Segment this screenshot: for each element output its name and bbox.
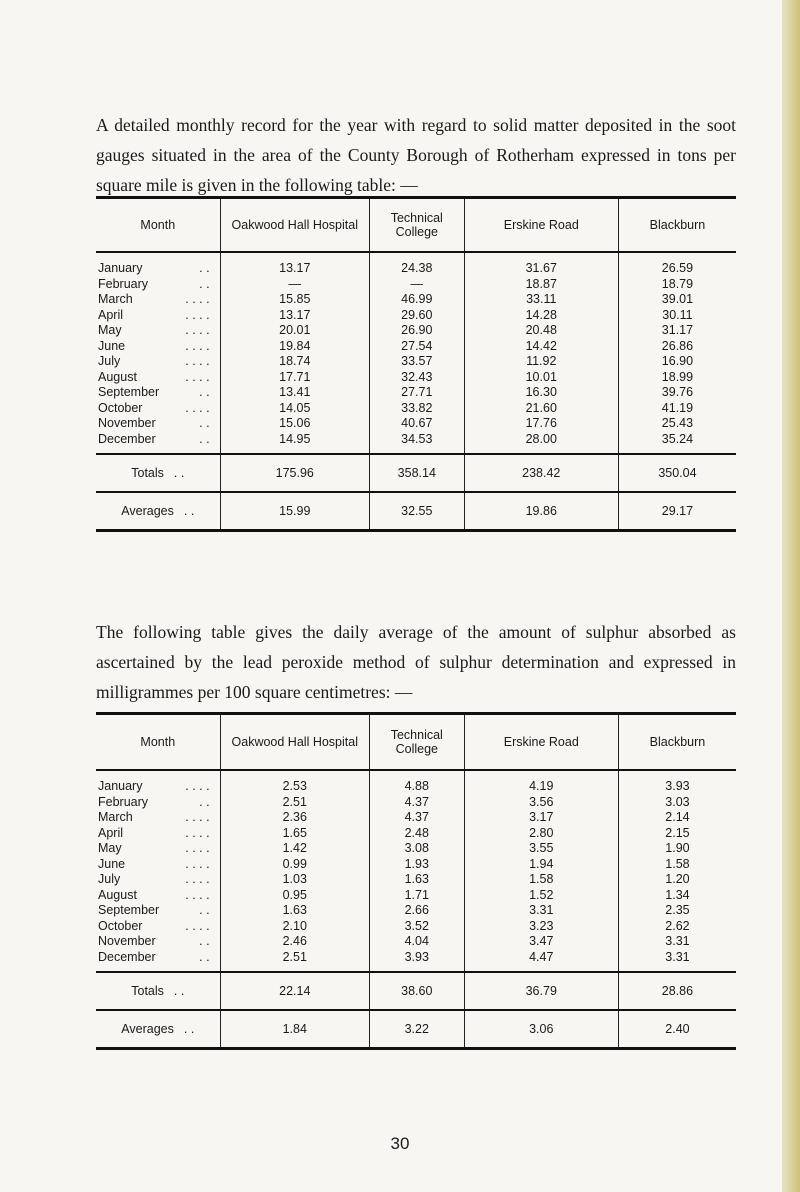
oakwood-value: 2.10 [220, 919, 369, 935]
table-row [96, 416, 736, 432]
technical-value: 3.93 [369, 950, 464, 973]
leader-dots: . . [199, 431, 210, 446]
month-cell [96, 795, 220, 811]
month-cell [96, 826, 220, 842]
blackburn-value: 39.76 [661, 385, 694, 399]
blackburn-value: 2.35 [665, 903, 690, 917]
soot-deposit-table [96, 196, 736, 532]
oakwood-value: 15.85 [220, 292, 369, 308]
leader-dots: . . [199, 276, 210, 291]
header-blackburn: Blackburn [618, 198, 736, 253]
month-label: August [98, 887, 137, 902]
blackburn-value: 1.90 [665, 841, 690, 855]
erskine-value: 3.17 [464, 810, 618, 826]
table-row [96, 841, 736, 857]
erskine-value: 18.87 [464, 277, 618, 293]
header-technical: Technical College [369, 198, 464, 253]
table-header-row [96, 714, 736, 771]
table-row [96, 339, 736, 355]
month-label: September [98, 903, 160, 917]
technical-value: 2.48 [369, 826, 464, 842]
leader-dots: . . [199, 949, 210, 964]
month-cell [96, 432, 220, 455]
leader-dots: . . . . [185, 779, 210, 793]
month-cell [96, 857, 220, 873]
technical-value: 1.63 [369, 872, 464, 888]
erskine-value: 14.28 [464, 308, 618, 324]
table-row [96, 308, 736, 324]
month-label: June [98, 856, 126, 871]
oakwood-value: 1.63 [220, 903, 369, 919]
totals-label: Totals [131, 984, 164, 998]
month-cell [96, 401, 220, 417]
blackburn-value: 2.14 [665, 810, 690, 824]
month-cell [96, 277, 220, 293]
average-blackburn: 2.40 [618, 1010, 736, 1049]
oakwood-value: 18.74 [220, 354, 369, 370]
average-erskine: 3.06 [464, 1010, 618, 1049]
leader-dots: . . . . [185, 856, 210, 871]
leader-dots: . . [173, 466, 185, 480]
blackburn-value: 30.11 [662, 307, 693, 322]
month-label: October [98, 400, 143, 415]
leader-dots: . . [183, 1022, 195, 1036]
table-row [96, 795, 736, 811]
header-month: Month [96, 198, 220, 253]
header-oakwood: Oakwood Hall Hospital [220, 198, 369, 253]
page-number: 30 [390, 1134, 410, 1153]
month-cell [96, 919, 220, 935]
leader-dots: . . . . [185, 307, 210, 322]
month-label: March [98, 292, 133, 306]
leader-dots: . . . . [185, 810, 210, 824]
technical-value: 3.08 [369, 841, 464, 857]
oakwood-value: 15.06 [220, 416, 369, 432]
erskine-value: 33.11 [464, 292, 618, 308]
erskine-value: 1.58 [464, 872, 618, 888]
month-cell [96, 903, 220, 919]
leader-dots: . . . . [185, 841, 210, 855]
month-cell [96, 841, 220, 857]
erskine-value: 28.00 [464, 432, 618, 455]
blackburn-value: 3.31 [665, 949, 690, 964]
averages-row [96, 492, 736, 531]
leader-dots: . . [199, 903, 210, 917]
month-cell [96, 252, 220, 277]
header-erskine: Erskine Road [464, 714, 618, 771]
total-oakwood: 175.96 [220, 454, 369, 492]
oakwood-value: 13.17 [220, 308, 369, 324]
total-technical: 358.14 [369, 454, 464, 492]
averages-label: Averages [121, 504, 174, 518]
erskine-value: 2.80 [464, 826, 618, 842]
page-edge-shadow [782, 0, 800, 1192]
table-row [96, 323, 736, 339]
month-label: August [98, 369, 137, 384]
blackburn-value: 2.15 [665, 825, 690, 840]
month-label: June [98, 338, 126, 353]
erskine-value: 31.67 [464, 252, 618, 277]
month-label: May [98, 323, 122, 337]
technical-value: 26.90 [369, 323, 464, 339]
leader-dots: . . . . [185, 323, 210, 337]
table-row [96, 354, 736, 370]
oakwood-value: 0.99 [220, 857, 369, 873]
average-oakwood: 1.84 [220, 1010, 369, 1049]
table-row [96, 370, 736, 386]
oakwood-value: 2.51 [220, 795, 369, 811]
technical-value: 40.67 [369, 416, 464, 432]
table-row [96, 810, 736, 826]
month-cell [96, 950, 220, 973]
table-row [96, 950, 736, 973]
technical-value: 4.37 [369, 795, 464, 811]
technical-value: 46.99 [369, 292, 464, 308]
oakwood-value: 1.65 [220, 826, 369, 842]
sulphur-table [96, 712, 736, 1050]
table-row [96, 872, 736, 888]
month-cell [96, 339, 220, 355]
erskine-value: 4.47 [464, 950, 618, 973]
technical-value: 4.37 [369, 810, 464, 826]
erskine-value: 10.01 [464, 370, 618, 386]
header-erskine: Erskine Road [464, 198, 618, 253]
blackburn-value: 1.34 [665, 887, 690, 902]
averages-row [96, 1010, 736, 1049]
month-cell [96, 323, 220, 339]
oakwood-value: 13.41 [220, 385, 369, 401]
blackburn-value: 18.79 [661, 276, 694, 291]
month-cell [96, 385, 220, 401]
technical-value: 27.71 [369, 385, 464, 401]
erskine-value: 4.19 [464, 770, 618, 795]
table-row [96, 277, 736, 293]
erskine-value: 20.48 [464, 323, 618, 339]
table-row [96, 919, 736, 935]
month-label: February [98, 276, 149, 291]
erskine-value: 16.30 [464, 385, 618, 401]
oakwood-value: 14.05 [220, 401, 369, 417]
month-label: February [98, 794, 149, 809]
totals-row [96, 454, 736, 492]
table-body [96, 252, 736, 454]
average-erskine: 19.86 [464, 492, 618, 531]
blackburn-value: 3.03 [665, 794, 690, 809]
blackburn-value: 35.24 [661, 431, 694, 446]
blackburn-value: 41.19 [661, 400, 694, 415]
month-cell [96, 888, 220, 904]
erskine-value: 3.55 [464, 841, 618, 857]
erskine-value: 17.76 [464, 416, 618, 432]
month-cell [96, 370, 220, 386]
blackburn-value: 31.17 [661, 323, 694, 337]
blackburn-value: 3.93 [665, 779, 690, 793]
leader-dots: . . [199, 416, 210, 430]
month-label: July [98, 354, 121, 368]
oakwood-value: 2.36 [220, 810, 369, 826]
header-month: Month [96, 714, 220, 771]
table-row [96, 934, 736, 950]
month-label: March [98, 810, 133, 824]
oakwood-value: — [220, 277, 369, 293]
month-label: January [98, 261, 143, 275]
table-body [96, 770, 736, 972]
erskine-value: 21.60 [464, 401, 618, 417]
technical-value: 27.54 [369, 339, 464, 355]
erskine-value: 1.94 [464, 857, 618, 873]
leader-dots: . . . . [185, 338, 210, 353]
header-technical: Technical College [369, 714, 464, 771]
table-header-row [96, 198, 736, 253]
erskine-value: 3.31 [464, 903, 618, 919]
leader-dots: . . . . [185, 872, 210, 886]
oakwood-value: 19.84 [220, 339, 369, 355]
month-label: December [98, 431, 156, 446]
averages-label: Averages [121, 1022, 174, 1036]
month-cell [96, 770, 220, 795]
total-blackburn: 28.86 [618, 972, 736, 1010]
month-label: April [98, 307, 124, 322]
technical-value: 33.82 [369, 401, 464, 417]
month-cell [96, 934, 220, 950]
oakwood-value: 17.71 [220, 370, 369, 386]
table-row [96, 252, 736, 277]
month-label: November [98, 934, 156, 948]
month-label: December [98, 949, 156, 964]
blackburn-value: 1.58 [665, 856, 690, 871]
average-blackburn: 29.17 [618, 492, 736, 531]
table-row [96, 857, 736, 873]
sulphur-paragraph: The following table gives the daily average of the amount of sulphur absorbed as ascertained by the lead peroxide method of sulphur determination and expressed in milligrammes per 100 square centimetres: — [96, 621, 736, 702]
technical-value: 29.60 [369, 308, 464, 324]
month-cell [96, 308, 220, 324]
erskine-value: 11.92 [464, 354, 618, 370]
intro-paragraph: A detailed monthly record for the year with regard to solid matter deposited in the soot gauges situated in the area of the County Borough of Rotherham expressed in tons per square mile is given in the following table: — [96, 114, 736, 195]
totals-label: Totals [131, 466, 164, 480]
leader-dots: . . [173, 984, 185, 998]
month-label: May [98, 841, 122, 855]
table-row [96, 401, 736, 417]
table-row [96, 903, 736, 919]
total-erskine: 36.79 [464, 972, 618, 1010]
oakwood-value: 1.03 [220, 872, 369, 888]
table-row [96, 826, 736, 842]
total-technical: 38.60 [369, 972, 464, 1010]
month-cell [96, 354, 220, 370]
technical-value: 2.66 [369, 903, 464, 919]
leader-dots: . . [199, 794, 210, 809]
month-label: January [98, 779, 143, 793]
blackburn-value: 39.01 [661, 292, 694, 306]
technical-value: 32.43 [369, 370, 464, 386]
leader-dots: . . . . [185, 354, 210, 368]
blackburn-value: 16.90 [661, 354, 694, 368]
leader-dots: . . . . [185, 400, 210, 415]
month-label: July [98, 872, 121, 886]
oakwood-value: 0.95 [220, 888, 369, 904]
leader-dots: . . [199, 934, 210, 948]
oakwood-value: 1.42 [220, 841, 369, 857]
blackburn-value: 2.62 [665, 918, 690, 933]
table-row [96, 432, 736, 455]
table-row [96, 770, 736, 795]
oakwood-value: 13.17 [220, 252, 369, 277]
leader-dots: . . . . [185, 825, 210, 840]
technical-value: 1.93 [369, 857, 464, 873]
month-cell [96, 416, 220, 432]
oakwood-value: 2.46 [220, 934, 369, 950]
technical-value: 4.04 [369, 934, 464, 950]
technical-value: 24.38 [369, 252, 464, 277]
leader-dots: . . . . [185, 887, 210, 902]
leader-dots: . . . . [185, 369, 210, 384]
table-row [96, 292, 736, 308]
erskine-value: 3.47 [464, 934, 618, 950]
technical-value: 4.88 [369, 770, 464, 795]
blackburn-value: 25.43 [661, 416, 694, 430]
month-label: November [98, 416, 156, 430]
month-cell [96, 872, 220, 888]
leader-dots: . . [183, 504, 195, 518]
blackburn-value: 3.31 [665, 934, 690, 948]
average-technical: 3.22 [369, 1010, 464, 1049]
table-row [96, 888, 736, 904]
leader-dots: . . [199, 385, 210, 399]
blackburn-value: 26.86 [661, 338, 694, 353]
technical-value: 34.53 [369, 432, 464, 455]
totals-row [96, 972, 736, 1010]
month-label: September [98, 385, 160, 399]
oakwood-value: 2.53 [220, 770, 369, 795]
blackburn-value: 26.59 [661, 261, 694, 275]
total-erskine: 238.42 [464, 454, 618, 492]
blackburn-value: 1.20 [665, 872, 690, 886]
erskine-value: 1.52 [464, 888, 618, 904]
oakwood-value: 20.01 [220, 323, 369, 339]
average-technical: 32.55 [369, 492, 464, 531]
erskine-value: 14.42 [464, 339, 618, 355]
header-blackburn: Blackburn [618, 714, 736, 771]
technical-value: 33.57 [369, 354, 464, 370]
total-oakwood: 22.14 [220, 972, 369, 1010]
leader-dots: . . . . [185, 292, 210, 306]
erskine-value: 3.23 [464, 919, 618, 935]
month-label: April [98, 825, 124, 840]
blackburn-value: 18.99 [661, 369, 694, 384]
table-row [96, 385, 736, 401]
month-cell [96, 292, 220, 308]
header-oakwood: Oakwood Hall Hospital [220, 714, 369, 771]
oakwood-value: 2.51 [220, 950, 369, 973]
average-oakwood: 15.99 [220, 492, 369, 531]
month-label: October [98, 918, 143, 933]
technical-value: — [369, 277, 464, 293]
leader-dots: . . . . [185, 918, 210, 933]
total-blackburn: 350.04 [618, 454, 736, 492]
erskine-value: 3.56 [464, 795, 618, 811]
technical-value: 3.52 [369, 919, 464, 935]
leader-dots: . . [199, 261, 210, 275]
oakwood-value: 14.95 [220, 432, 369, 455]
technical-value: 1.71 [369, 888, 464, 904]
month-cell [96, 810, 220, 826]
